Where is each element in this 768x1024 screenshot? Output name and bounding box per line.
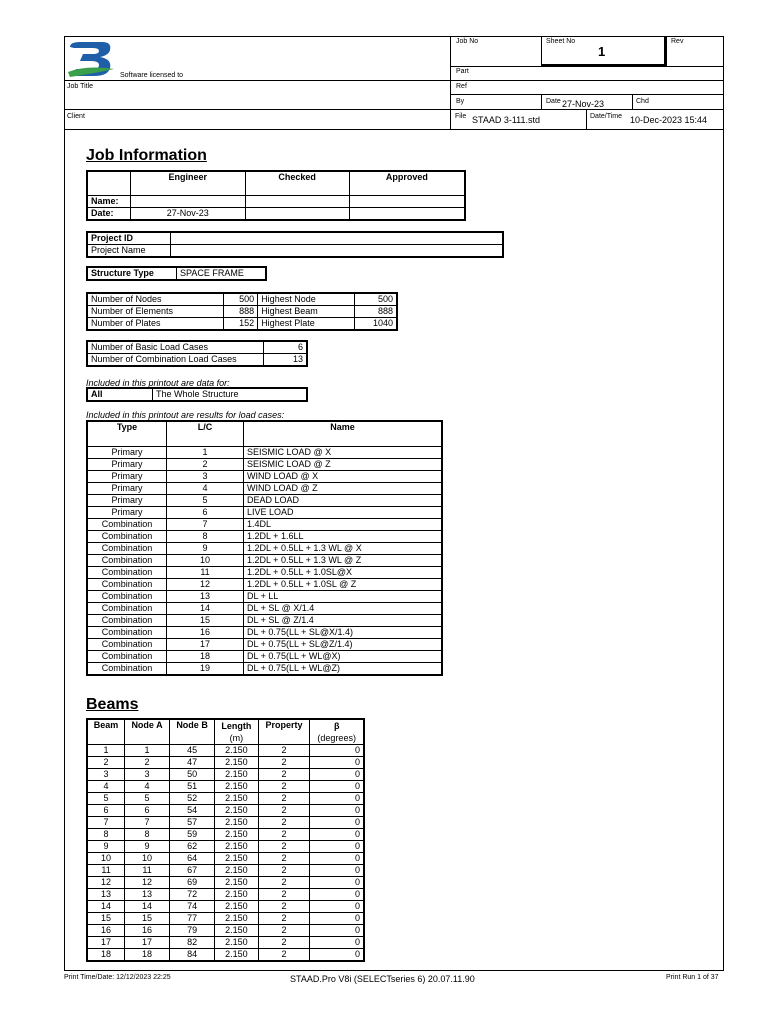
load-case-type: Primary xyxy=(87,507,167,519)
load-case-type: Combination xyxy=(87,531,167,543)
beam-number: 5 xyxy=(87,793,125,805)
load-case-number: 10 xyxy=(167,555,244,567)
beam-row xyxy=(87,781,364,793)
beam-beta: 0 xyxy=(310,757,364,769)
beam-number: 15 xyxy=(87,913,125,925)
load-case-name: DL + 0.75(LL + SL@X/1.4) xyxy=(244,627,443,639)
beam-node-a: 7 xyxy=(125,817,170,829)
beam-beta: 0 xyxy=(310,829,364,841)
lc-number-header: L/C xyxy=(167,421,244,447)
beam-property: 2 xyxy=(258,889,310,901)
beam-beta: 0 xyxy=(310,877,364,889)
load-case-name: SEISMIC LOAD @ X xyxy=(244,447,443,459)
file-label: File xyxy=(455,113,467,120)
beam-row xyxy=(87,745,364,757)
load-case-name: SEISMIC LOAD @ Z xyxy=(244,459,443,471)
load-case-number: 18 xyxy=(167,651,244,663)
beam-length: 2.150 xyxy=(215,793,258,805)
beam-beta: 0 xyxy=(310,937,364,949)
load-case-row xyxy=(87,579,442,591)
beam-property: 2 xyxy=(258,913,310,925)
footer-print-run: Print Run 1 of 37 xyxy=(666,974,719,981)
beam-node-b: 79 xyxy=(169,925,214,937)
beam-row xyxy=(87,841,364,853)
beam-row xyxy=(87,793,364,805)
beam-number: 10 xyxy=(87,853,125,865)
beam-length: 2.150 xyxy=(215,865,258,877)
load-case-number: 5 xyxy=(167,495,244,507)
counts-table xyxy=(86,292,398,331)
beams-table xyxy=(86,718,365,962)
beam-property: 2 xyxy=(258,829,310,841)
load-case-number: 2 xyxy=(167,459,244,471)
beam-node-b: 74 xyxy=(169,901,214,913)
load-case-number: 14 xyxy=(167,603,244,615)
beam-number: 16 xyxy=(87,925,125,937)
load-case-row xyxy=(87,639,442,651)
structure-type-label: Structure Type xyxy=(87,267,177,280)
length-header-unit: (m) xyxy=(229,733,244,743)
beam-length: 2.150 xyxy=(215,913,258,925)
file-value: STAAD 3-111.std xyxy=(472,115,541,125)
beam-row xyxy=(87,865,364,877)
beam-beta: 0 xyxy=(310,853,364,865)
load-case-name: DEAD LOAD xyxy=(244,495,443,507)
load-case-name: DL + SL @ Z/1.4 xyxy=(244,615,443,627)
load-case-type: Combination xyxy=(87,639,167,651)
load-case-row xyxy=(87,591,442,603)
beam-node-a: 18 xyxy=(125,949,170,962)
beam-row xyxy=(87,877,364,889)
beam-row xyxy=(87,913,364,925)
beam-beta: 0 xyxy=(310,769,364,781)
engineer-date: 27-Nov-23 xyxy=(131,207,246,220)
load-case-row xyxy=(87,531,442,543)
beam-row xyxy=(87,949,364,962)
basic-lc-label: Number of Basic Load Cases xyxy=(87,341,264,354)
structure-type-value: SPACE FRAME xyxy=(177,267,267,280)
nodes-label: Number of Nodes xyxy=(87,293,224,306)
beam-beta: 0 xyxy=(310,805,364,817)
load-case-name: LIVE LOAD xyxy=(244,507,443,519)
beam-beta: 0 xyxy=(310,865,364,877)
beam-number: 11 xyxy=(87,865,125,877)
load-case-name: WIND LOAD @ Z xyxy=(244,483,443,495)
beam-beta: 0 xyxy=(310,841,364,853)
included-data-table xyxy=(86,387,308,402)
beam-property: 2 xyxy=(258,925,310,937)
beam-node-b: 64 xyxy=(169,853,214,865)
load-case-name: 1.2DL + 0.5LL + 1.3 WL @ X xyxy=(244,543,443,555)
load-cases-table xyxy=(86,420,443,676)
elements-label: Number of Elements xyxy=(87,306,224,318)
beam-number: 8 xyxy=(87,829,125,841)
highest-beam-label: Highest Beam xyxy=(258,306,355,318)
highest-node-value: 500 xyxy=(355,293,397,306)
job-info-table xyxy=(86,170,466,221)
load-case-name: 1.2DL + 0.5LL + 1.0SL@X xyxy=(244,567,443,579)
beam-node-a: 16 xyxy=(125,925,170,937)
load-case-name: DL + 0.75(LL + WL@X) xyxy=(244,651,443,663)
load-case-name: DL + 0.75(LL + SL@Z/1.4) xyxy=(244,639,443,651)
load-case-number: 1 xyxy=(167,447,244,459)
beam-node-a: 2 xyxy=(125,757,170,769)
beam-node-b: 82 xyxy=(169,937,214,949)
beam-row xyxy=(87,829,364,841)
by-label: By xyxy=(456,98,465,105)
beam-row xyxy=(87,805,364,817)
beam-length: 2.150 xyxy=(215,841,258,853)
elements-value: 888 xyxy=(224,306,258,318)
load-case-count-table xyxy=(86,340,308,367)
load-case-type: Primary xyxy=(87,459,167,471)
load-case-row xyxy=(87,495,442,507)
job-title-label: Job Title xyxy=(67,83,94,90)
beam-row xyxy=(87,925,364,937)
plates-value: 152 xyxy=(224,318,258,331)
footer-program: STAAD.Pro V8i (SELECTseries 6) 20.07.11.90 xyxy=(290,974,475,984)
project-table xyxy=(86,231,504,258)
load-case-number: 9 xyxy=(167,543,244,555)
beam-node-b: 67 xyxy=(169,865,214,877)
included-data-text: Included in this printout are data for: xyxy=(86,378,230,388)
beam-node-b: 45 xyxy=(169,745,214,757)
load-case-number: 15 xyxy=(167,615,244,627)
beam-length: 2.150 xyxy=(215,769,258,781)
load-case-row xyxy=(87,651,442,663)
beam-property: 2 xyxy=(258,781,310,793)
beam-node-a: 5 xyxy=(125,793,170,805)
bentley-logo-icon xyxy=(66,39,118,79)
beam-beta: 0 xyxy=(310,793,364,805)
beam-node-a: 17 xyxy=(125,937,170,949)
beam-beta: 0 xyxy=(310,781,364,793)
load-case-type: Combination xyxy=(87,519,167,531)
beam-number: 6 xyxy=(87,805,125,817)
load-case-row xyxy=(87,447,442,459)
load-case-number: 4 xyxy=(167,483,244,495)
beam-beta: 0 xyxy=(310,901,364,913)
beam-number: 4 xyxy=(87,781,125,793)
load-case-row xyxy=(87,519,442,531)
beam-row xyxy=(87,937,364,949)
load-case-number: 6 xyxy=(167,507,244,519)
beam-node-a: 1 xyxy=(125,745,170,757)
client-label: Client xyxy=(67,113,85,120)
comb-lc-value: 13 xyxy=(264,354,308,367)
beam-node-b: 52 xyxy=(169,793,214,805)
beam-node-a: 12 xyxy=(125,877,170,889)
beam-property: 2 xyxy=(258,841,310,853)
load-case-number: 17 xyxy=(167,639,244,651)
beam-node-b: 59 xyxy=(169,829,214,841)
beam-property: 2 xyxy=(258,793,310,805)
datetime-label: Date/Time xyxy=(590,113,623,120)
load-case-row xyxy=(87,615,442,627)
beam-node-b: 77 xyxy=(169,913,214,925)
beam-row xyxy=(87,769,364,781)
beam-beta: 0 xyxy=(310,889,364,901)
beam-node-b: 50 xyxy=(169,769,214,781)
beam-node-b: 54 xyxy=(169,805,214,817)
beam-beta: 0 xyxy=(310,817,364,829)
beam-number: 14 xyxy=(87,901,125,913)
beam-node-a: 11 xyxy=(125,865,170,877)
beam-number: 17 xyxy=(87,937,125,949)
load-case-type: Combination xyxy=(87,591,167,603)
beam-length: 2.150 xyxy=(215,853,258,865)
project-id-label: Project ID xyxy=(87,232,171,245)
beta-header xyxy=(310,719,364,745)
load-case-row xyxy=(87,555,442,567)
beam-property: 2 xyxy=(258,901,310,913)
load-case-type: Primary xyxy=(87,447,167,459)
sheet-no-label: Sheet No xyxy=(546,38,576,45)
beam-beta: 0 xyxy=(310,745,364,757)
beam-row xyxy=(87,901,364,913)
beam-number: 2 xyxy=(87,757,125,769)
highest-node-label: Highest Node xyxy=(258,293,355,306)
engineer-header: Engineer xyxy=(131,171,246,195)
load-case-number: 19 xyxy=(167,663,244,676)
load-case-row xyxy=(87,603,442,615)
beam-length: 2.150 xyxy=(215,925,258,937)
beam-property: 2 xyxy=(258,937,310,949)
beam-length: 2.150 xyxy=(215,937,258,949)
beam-node-a: 3 xyxy=(125,769,170,781)
beam-length: 2.150 xyxy=(215,889,258,901)
beam-property: 2 xyxy=(258,865,310,877)
rev-label: Rev xyxy=(671,38,684,45)
beta-header-label: β xyxy=(333,721,340,731)
beam-length: 2.150 xyxy=(215,817,258,829)
beta-header-unit: (degrees) xyxy=(317,733,356,743)
beam-node-a: 9 xyxy=(125,841,170,853)
load-case-row xyxy=(87,471,442,483)
date-label-row: Date: xyxy=(87,207,131,220)
highest-beam-value: 888 xyxy=(355,306,397,318)
beam-node-a: 4 xyxy=(125,781,170,793)
all-value: The Whole Structure xyxy=(153,388,308,401)
load-case-type: Combination xyxy=(87,603,167,615)
beam-number: 9 xyxy=(87,841,125,853)
load-case-name: DL + SL @ X/1.4 xyxy=(244,603,443,615)
beam-node-b: 69 xyxy=(169,877,214,889)
beam-property: 2 xyxy=(258,817,310,829)
beam-length: 2.150 xyxy=(215,745,258,757)
date-value: 27-Nov-23 xyxy=(562,99,605,109)
beam-node-a: 15 xyxy=(125,913,170,925)
load-case-row xyxy=(87,507,442,519)
job-no-label: Job No xyxy=(456,38,479,45)
load-case-row xyxy=(87,567,442,579)
beam-length: 2.150 xyxy=(215,901,258,913)
beam-length: 2.150 xyxy=(215,877,258,889)
beam-beta: 0 xyxy=(310,949,364,962)
lc-type-header: Type xyxy=(87,421,167,447)
beam-property: 2 xyxy=(258,949,310,962)
beams-heading: Beams xyxy=(86,696,139,713)
beam-number: 1 xyxy=(87,745,125,757)
beam-length: 2.150 xyxy=(215,829,258,841)
beam-row xyxy=(87,889,364,901)
load-case-row xyxy=(87,627,442,639)
load-case-name: 1.2DL + 0.5LL + 1.3 WL @ Z xyxy=(244,555,443,567)
load-case-type: Combination xyxy=(87,555,167,567)
beam-length: 2.150 xyxy=(215,757,258,769)
beam-property: 2 xyxy=(258,877,310,889)
beam-property: 2 xyxy=(258,805,310,817)
beam-node-b: 84 xyxy=(169,949,214,962)
beam-number: 3 xyxy=(87,769,125,781)
job-information-heading: Job Information xyxy=(86,147,207,164)
load-case-number: 16 xyxy=(167,627,244,639)
load-case-type: Combination xyxy=(87,663,167,676)
project-name-label: Project Name xyxy=(87,245,171,258)
all-label: All xyxy=(87,388,153,401)
beam-property: 2 xyxy=(258,757,310,769)
load-case-type: Combination xyxy=(87,543,167,555)
beam-row xyxy=(87,757,364,769)
load-case-type: Combination xyxy=(87,651,167,663)
beam-node-a: 14 xyxy=(125,901,170,913)
lc-name-header: Name xyxy=(244,421,443,447)
beam-property: 2 xyxy=(258,853,310,865)
beam-node-b: 51 xyxy=(169,781,214,793)
highest-plate-label: Highest Plate xyxy=(258,318,355,331)
beam-property: 2 xyxy=(258,769,310,781)
datetime-value: 10-Dec-2023 15:44 xyxy=(630,115,708,125)
load-case-number: 12 xyxy=(167,579,244,591)
beam-header: Beam xyxy=(87,719,125,745)
load-case-number: 8 xyxy=(167,531,244,543)
checked-header: Checked xyxy=(245,171,349,195)
load-case-type: Combination xyxy=(87,567,167,579)
basic-lc-value: 6 xyxy=(264,341,308,354)
beam-node-b: 57 xyxy=(169,817,214,829)
load-case-type: Combination xyxy=(87,615,167,627)
node-a-header: Node A xyxy=(125,719,170,745)
licensed-text: Software licensed to xyxy=(120,72,184,79)
load-case-number: 11 xyxy=(167,567,244,579)
beam-node-a: 13 xyxy=(125,889,170,901)
beam-number: 13 xyxy=(87,889,125,901)
ref-label: Ref xyxy=(456,83,467,90)
length-header-label: Length xyxy=(221,721,252,731)
load-case-type: Primary xyxy=(87,471,167,483)
load-case-number: 3 xyxy=(167,471,244,483)
load-case-type: Combination xyxy=(87,627,167,639)
beam-number: 18 xyxy=(87,949,125,962)
load-case-name: 1.4DL xyxy=(244,519,443,531)
beam-length: 2.150 xyxy=(215,949,258,962)
load-case-type: Primary xyxy=(87,483,167,495)
load-case-name: DL + 0.75(LL + WL@Z) xyxy=(244,663,443,676)
beam-node-a: 6 xyxy=(125,805,170,817)
sheet-no-value: 1 xyxy=(598,44,606,59)
name-label: Name: xyxy=(87,195,131,207)
beam-length: 2.150 xyxy=(215,805,258,817)
comb-lc-label: Number of Combination Load Cases xyxy=(87,354,264,367)
node-b-header: Node B xyxy=(169,719,214,745)
beam-beta: 0 xyxy=(310,925,364,937)
plates-label: Number of Plates xyxy=(87,318,224,331)
beam-node-b: 72 xyxy=(169,889,214,901)
included-results-text: Included in this printout are results for load cases: xyxy=(86,410,285,420)
beam-number: 12 xyxy=(87,877,125,889)
beam-node-a: 8 xyxy=(125,829,170,841)
load-case-name: 1.2DL + 1.6LL xyxy=(244,531,443,543)
load-case-name: 1.2DL + 0.5LL + 1.0SL @ Z xyxy=(244,579,443,591)
beam-row xyxy=(87,817,364,829)
load-case-number: 13 xyxy=(167,591,244,603)
beam-node-a: 10 xyxy=(125,853,170,865)
approved-header: Approved xyxy=(349,171,465,195)
beam-property: 2 xyxy=(258,745,310,757)
nodes-value: 500 xyxy=(224,293,258,306)
beam-beta: 0 xyxy=(310,913,364,925)
structure-type-table xyxy=(86,266,267,281)
load-case-row xyxy=(87,663,442,676)
load-case-name: DL + LL xyxy=(244,591,443,603)
date-label: Date xyxy=(546,98,561,105)
load-case-type: Combination xyxy=(87,579,167,591)
beam-row xyxy=(87,853,364,865)
load-case-row xyxy=(87,459,442,471)
load-case-name: WIND LOAD @ X xyxy=(244,471,443,483)
beam-node-b: 62 xyxy=(169,841,214,853)
highest-plate-value: 1040 xyxy=(355,318,397,331)
property-header: Property xyxy=(258,719,310,745)
load-case-row xyxy=(87,483,442,495)
part-label: Part xyxy=(456,68,469,75)
beam-number: 7 xyxy=(87,817,125,829)
beam-length: 2.150 xyxy=(215,781,258,793)
load-case-type: Primary xyxy=(87,495,167,507)
length-header xyxy=(215,719,258,745)
chd-label: Chd xyxy=(636,98,649,105)
footer-print-time: Print Time/Date: 12/12/2023 22:25 xyxy=(64,974,171,981)
load-case-number: 7 xyxy=(167,519,244,531)
load-case-row xyxy=(87,543,442,555)
beam-node-b: 47 xyxy=(169,757,214,769)
